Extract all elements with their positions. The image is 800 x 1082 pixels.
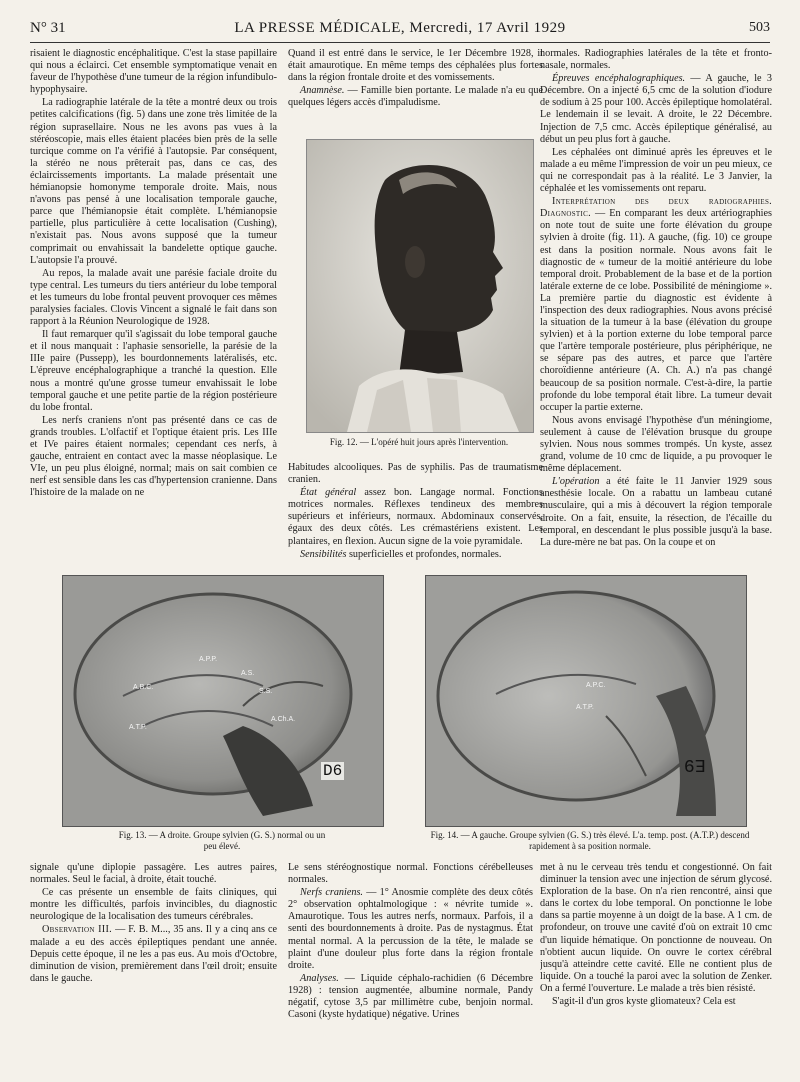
column-1-bottom xyxy=(30,862,277,1072)
paragraph-text: normales. Radiographies latérales de la tête et fronto-nasale, normales. xyxy=(540,48,772,72)
paragraph xyxy=(288,462,543,486)
journal-title: LA PRESSE MÉDICALE, Mercredi, 17 Avril 1929 xyxy=(234,20,566,36)
paragraph xyxy=(540,48,772,72)
column-3-bottom xyxy=(540,862,772,1072)
paragraph xyxy=(288,862,533,886)
column-2-bottom xyxy=(288,862,533,1072)
paragraph-text: superficielles et profondes, normales. xyxy=(346,548,502,560)
label-d6: D6 xyxy=(323,762,343,780)
page-number: 503 xyxy=(749,20,770,35)
page-header xyxy=(30,20,770,42)
paragraph-text: — A gauche, le 3 Décembre. On a injecté 6,5 cmc de la solution d'iodure de sodium à 25 pour 100. Accès épileptique homolatéral. Le lendemain il se levait. A droite, le 22 Décembre. Injection de 7,5 cmc. Accès épileptique généralisé, au début un peu plus fort à gauche. xyxy=(540,73,772,145)
paragraph-text: Habitudes alcooliques. Pas de syphilis. Pas de traumatisme cranien. xyxy=(288,462,543,486)
paragraph-text: a été faite le 11 Janvier 1929 sous anesthésie locale. On a rabattu un lambeau cutané musculaire, qui a mis à découvert la région temporale droite. On a fait, ensuite, la résection, de l'écaille du temporal, en descendant le plus possible jusqu'à la base. La dure-mère ne bat pas. On la coupe et on xyxy=(540,476,772,548)
portrait-illustration xyxy=(307,140,533,432)
paragraph: Au repos, la malade avait une parésie faciale droite du type central. Les tumeurs du tiers antérieur du lobe temporal et les tumeurs du lobe frontal peuvent provoquer ces mêmes paralysies faciales. Clovis Vincent a signalé le fait dans son rapport à la Réunion Neurologique de 1928. xyxy=(30,267,277,328)
paragraph xyxy=(540,73,772,146)
fig12-photo xyxy=(306,139,534,433)
fig13-xray xyxy=(62,575,384,827)
paragraph xyxy=(30,924,277,984)
lead-text: Sensibilités xyxy=(300,548,347,560)
paragraph: La radiographie latérale de la tête a montré deux ou trois petites calcifications (fig. 5) dans une zone très limitée de la région suprasellaire. Nous ne les avons pas vues à la stéréoscopie, mais elles étaient placées bien près de la selle turcique comme on l'a vérifié à l'autopsie. Par conséquent, la stéréo ne nous prêterait pas, dans ce cas, des éclaircissements importants. La malade présentait une hémianopsie homonyme temporale droite. Mais, nous n'avons pas pensé à une localisation temporale gauche, parce que l'hémianopsie était complète. L'hémianopsie partielle, plus particulière à cette localisation (Cushing), n'existait pas. Nous avons supposé que la tumeur comprimait ou envahissait la bandelette optique gauche. L'autopsie l'a prouvé. xyxy=(30,97,277,266)
paragraph: Il faut remarquer qu'il s'agissait du lobe temporal gauche et il nous manquait : l'aphasie sensorielle, la parésie de la IIIe paire (Pussepp), les bourdonnements latéralisés, etc. L'épreuve encéphalographique a tranché la question. Elle nous a montré qu'une grosse tumeur envahissait le lobe temporal gauche et une petite partie de la région postérieure du lobe frontal. xyxy=(30,329,277,413)
paragraph xyxy=(540,196,772,414)
label-acha: A.Ch.A. xyxy=(271,716,296,723)
lead-text: État général xyxy=(300,487,357,499)
paragraph xyxy=(288,85,543,109)
paragraph-text: Le sens stéréognostique normal. Fonctions cérébelleuses normales. xyxy=(288,862,533,886)
label-atp: A.T.P. xyxy=(576,704,594,711)
paragraph xyxy=(540,476,772,549)
lead-text: Observation III. xyxy=(42,924,113,936)
lead-text: Analyses. xyxy=(300,972,339,984)
paragraph-text: signale qu'une diplopie passagère. Les autres paires, normales. Seul le facial, à droite, était touché. xyxy=(30,862,277,886)
paragraph-text: Ce cas présente un ensemble de faits cliniques, qui montre les difficultés, parfois invincibles, du diagnostic neurologique de la localisation des tumeurs cérébrales. xyxy=(30,887,277,923)
label-e9: E9 xyxy=(684,754,706,774)
paragraph-text: — Liquide céphalo-rachidien (6 Décembre 1928) : tension augmentée, albumine normale, Pandy négatif, cytose 3,5 par millimètre cube, benjoin normal. Casoni (kyste hydatique) négative. Urines xyxy=(288,972,533,1021)
fig14-caption: Fig. 14. — A gauche. Groupe sylvien (G. S.) très élevé. L'a. temp. post. (A.T.P.) descend rapidement à sa position normale. xyxy=(430,830,750,851)
column-1-top xyxy=(30,48,277,570)
paragraph: risaient le diagnostic encéphalitique. C'est la stase papillaire qui nous a éclairci. Cet ensemble symptomatique venait en faveur de l'hypothèse d'une tumeur de la région infundibulo-hypophysaire. xyxy=(30,48,277,96)
paragraph xyxy=(540,996,772,1008)
column-2-top xyxy=(288,48,543,134)
paragraph-text: Les céphalées ont diminué après les épreuves et le malade a eu même l'impression de voir un peu mieux, ce qui ne correspondait pas à la réalité. Le 3 Janvier, la céphalée et les vomissements ont reparu. xyxy=(540,146,772,195)
label-apc: A.P.C. xyxy=(586,682,606,689)
lead-text: Épreuves encéphalographiques. xyxy=(552,73,686,85)
paragraph: Les nerfs craniens n'ont pas présenté dans ce cas de grands troubles. L'olfactif et l'optique étaient pris. Les IIIe et IVe paires étaient normales; cependant ces nerfs, à gauche, entraient en contact avec la masse néoplasique. Le VIe, un peu plus éloigné, normal; mais on sait combien ce nerf est sensible dans les cas d'hypertension cranienne. Dans l'histoire de la malade on ne xyxy=(30,414,277,499)
header-rule xyxy=(30,42,770,43)
label-as: A.S. xyxy=(241,670,255,677)
lead-text: Anamnèse. xyxy=(300,85,345,97)
paragraph xyxy=(288,887,533,972)
paragraph xyxy=(540,862,772,995)
paragraph xyxy=(30,887,277,923)
paragraph xyxy=(288,973,533,1021)
paragraph-text: S'agit-il d'un gros kyste gliomateux? Cela est xyxy=(552,996,736,1008)
paragraph-text: — F. B. M..., 35 ans. Il y a cinq ans ce malade a eu des accès épileptiques pendant une année. Depuis cette époque, il ne les a pas eus. Au mois d'Octobre, diminution de vision, premièrement dans l'œil droit; ensuite dans le gauche. xyxy=(30,924,277,984)
label-abc: A.B.C. xyxy=(133,684,154,691)
skull-radiograph xyxy=(426,576,746,826)
paragraph-text: — 1° Anosmie complète des deux côtés 2° observation ophtalmologique : « névrite tumide ». Amaurotique. Tous les autres nerfs, normaux. Parfois, il a senti des bourdonnements à droite. Pas de nystagmus. État mental normal. A la percussion de la tête, le malade se plaint d'une douleur plus forte dans la région frontale droite. xyxy=(288,887,533,971)
fig13-caption: Fig. 13. — A droite. Groupe sylvien (G. S.) normal ou un peu élevé. xyxy=(118,830,326,851)
lead-text: L'opération xyxy=(552,476,600,488)
issue-number: N° 31 xyxy=(30,20,66,36)
label-ss: S.S. xyxy=(259,688,273,695)
paragraph xyxy=(288,549,543,561)
paragraph xyxy=(540,415,772,475)
column-3-top xyxy=(540,48,772,570)
paragraph: Quand il est entré dans le service, le 1er Décembre 1928, il était amaurotique. En même temps des céphalées plus fortes dans la région frontale droite et des vomissements. xyxy=(288,48,543,84)
lead-text: Nerfs craniens. xyxy=(300,887,363,899)
label-app: A.P.P. xyxy=(199,656,218,663)
lead-text: Interprétation des deux radiographies. Diagnostic. xyxy=(540,196,772,220)
paragraph xyxy=(540,147,772,195)
skull-radiograph xyxy=(63,576,383,826)
paragraph xyxy=(30,862,277,886)
paragraph-text: — En comparant les deux artériographies on note tout de suite une forte élévation du groupe sylvien à droite (fig. 11). A gauche, (fig. 10) ce groupe est dans la position normale. Nous avons fait le diagnostic de « tumeur de la moitié antérieure du lobe temporal droit. Probablement de la base et de la portion latérale externe de ce lobe. Possibilité de méningiome ». La première partie du diagnostic est évidente à l'inspection des deux radiographies. Nous avons précisé la situation de la tumeur à la base (élévation du groupe sylvien) et à la portion externe du lobe temporal parce que l'artère temporale postérieure, plus périphérique, ne se sépare pas des autres, et parce que l'artère choroïdienne antérieure (A. Ch. A.) n'a pas changé beaucoup de sa position normale. C'est-à-dire, la partie profonde du lobe temporal était libre. La tumeur devait occuper la partie externe. xyxy=(540,208,772,413)
label-atp: A.T.P. xyxy=(129,724,147,731)
paragraph-text: — Famille bien portante. Le malade n'a eu que quelques légers accès d'impaludisme. xyxy=(288,85,543,109)
column-2-middle xyxy=(288,462,543,570)
fig12-caption: Fig. 12. — L'opéré huit jours après l'intervention. xyxy=(329,437,509,447)
paragraph-text: met à nu le cerveau très tendu et congestionné. On fait diminuer la tension avec une injection de sérum glycosé. Exploration de la base. On n'a rien rencontré, ainsi que dans le cortex du lobe temporal. On ponctionne le lobe dans sa partie moyenne à un doigt de la base. A 1 cm. de profondeur, on trouve une cavité d'où on extrait 10 cmc d'un liquide hématique. On ponctionne de nouveau. On n'obtient aucun liquide. On ouvre le cortex cérébral jusqu'à atteindre cette cavité. Elle ne contient plus de liquide. On a touché la paroi avec la solution de Zenker. On a fermé l'ouverture. Le malade a très bien résisté. xyxy=(540,862,772,994)
paragraph-text: assez bon. Langage normal. Fonctions motrices normales. Réflexes tendineux des membres supérieurs et inférieurs, normaux. Abdominaux conservés, égaux des deux côtés. Les crémastériens existent. Les plantaires, en flexion. Aucun signe de la voie pyramidale. xyxy=(288,487,543,547)
paragraph-text: Nous avons envisagé l'hypothèse d'un méningiome, seulement à cause de l'élévation brusque du groupe sylvien. Nous nous sommes trompés. Un kyste, assez grand, volume de 10 cmc de liquide, a pu provoquer le même déplacement. xyxy=(540,414,772,475)
paragraph xyxy=(288,487,543,547)
fig14-xray xyxy=(425,575,747,827)
